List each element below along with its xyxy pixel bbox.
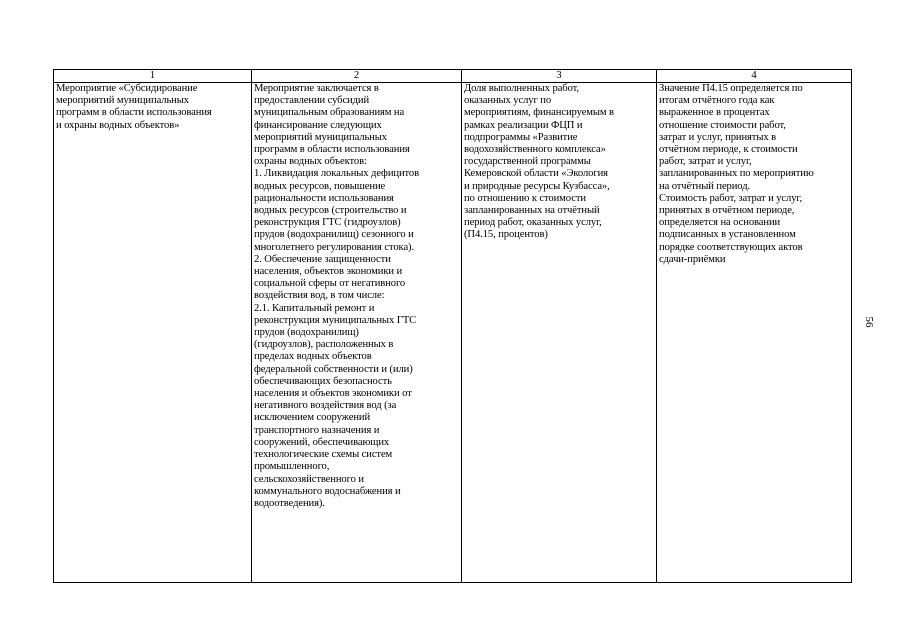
column-number-4: 4: [657, 70, 852, 83]
document-table: [53, 69, 852, 583]
table-header-row: [54, 70, 852, 83]
column-number-1: 1: [54, 70, 252, 83]
measure-name-cell: Мероприятие «Субсидирование мероприятий муниципальных программ в области использования и охраны водных объектов»: [54, 83, 252, 583]
column-number-2: 2: [252, 70, 462, 83]
indicator-name-cell: Доля выполненных работ, оказанных услуг по мероприятиям, финансируемым в рамках реализации ФЦП и подпрограммы «Развитие водохозяйственного комплекса» государственной программы Кемеровской области «Экология и природные ресурсы Кузбасса», по отношению к стоимости запланированных на отчётный период работ, оказанных услуг, (П4.15, процентов): [462, 83, 657, 583]
page-number: 56: [863, 316, 875, 328]
measure-description-cell: Мероприятие заключается в предоставлении субсидий муниципальным образованиям на финансирование следующих мероприятий муниципальных программ в области использования охраны водных объектов: 1. Ликвидация локальных дефицитов водных ресурсов, повышение рациональности использования водных ресурсов (строительство и реконструкция ГТС (гидроузлов) прудов (водохранилищ) сезонного и многолетнего регулирования стока). 2. Обеспечение защищенности населения, объектов экономики и социальной сферы от негативного воздействия вод, в том числе: 2.1. Капитальный ремонт и реконструкция муниципальных ГТС прудов (водохранилищ) (гидроузлов), расположенных в пределах водных объектов федеральной собственности и (или) обеспечивающих безопасность населения и объектов экономики от негативного воздействия вод (за исключением сооружений транспортного назначения и сооружений, обеспечивающих технологические схемы систем промышленного, сельскохозяйственного и коммунального водоснабжения и водоотведения).: [252, 83, 462, 583]
column-number-3: 3: [462, 70, 657, 83]
table-row: [54, 83, 852, 583]
indicator-method-cell: Значение П4.15 определяется по итогам отчётного года как выраженное в процентах отношение стоимости работ, затрат и услуг, принятых в отчётном периоде, к стоимости работ, затрат и услуг, запланированных по мероприятию на отчётный период. Стоимость работ, затрат и услуг, принятых в отчётном периоде, определяется на основании подписанных в установленном порядке соответствующих актов сдачи-приёмки: [657, 83, 852, 583]
